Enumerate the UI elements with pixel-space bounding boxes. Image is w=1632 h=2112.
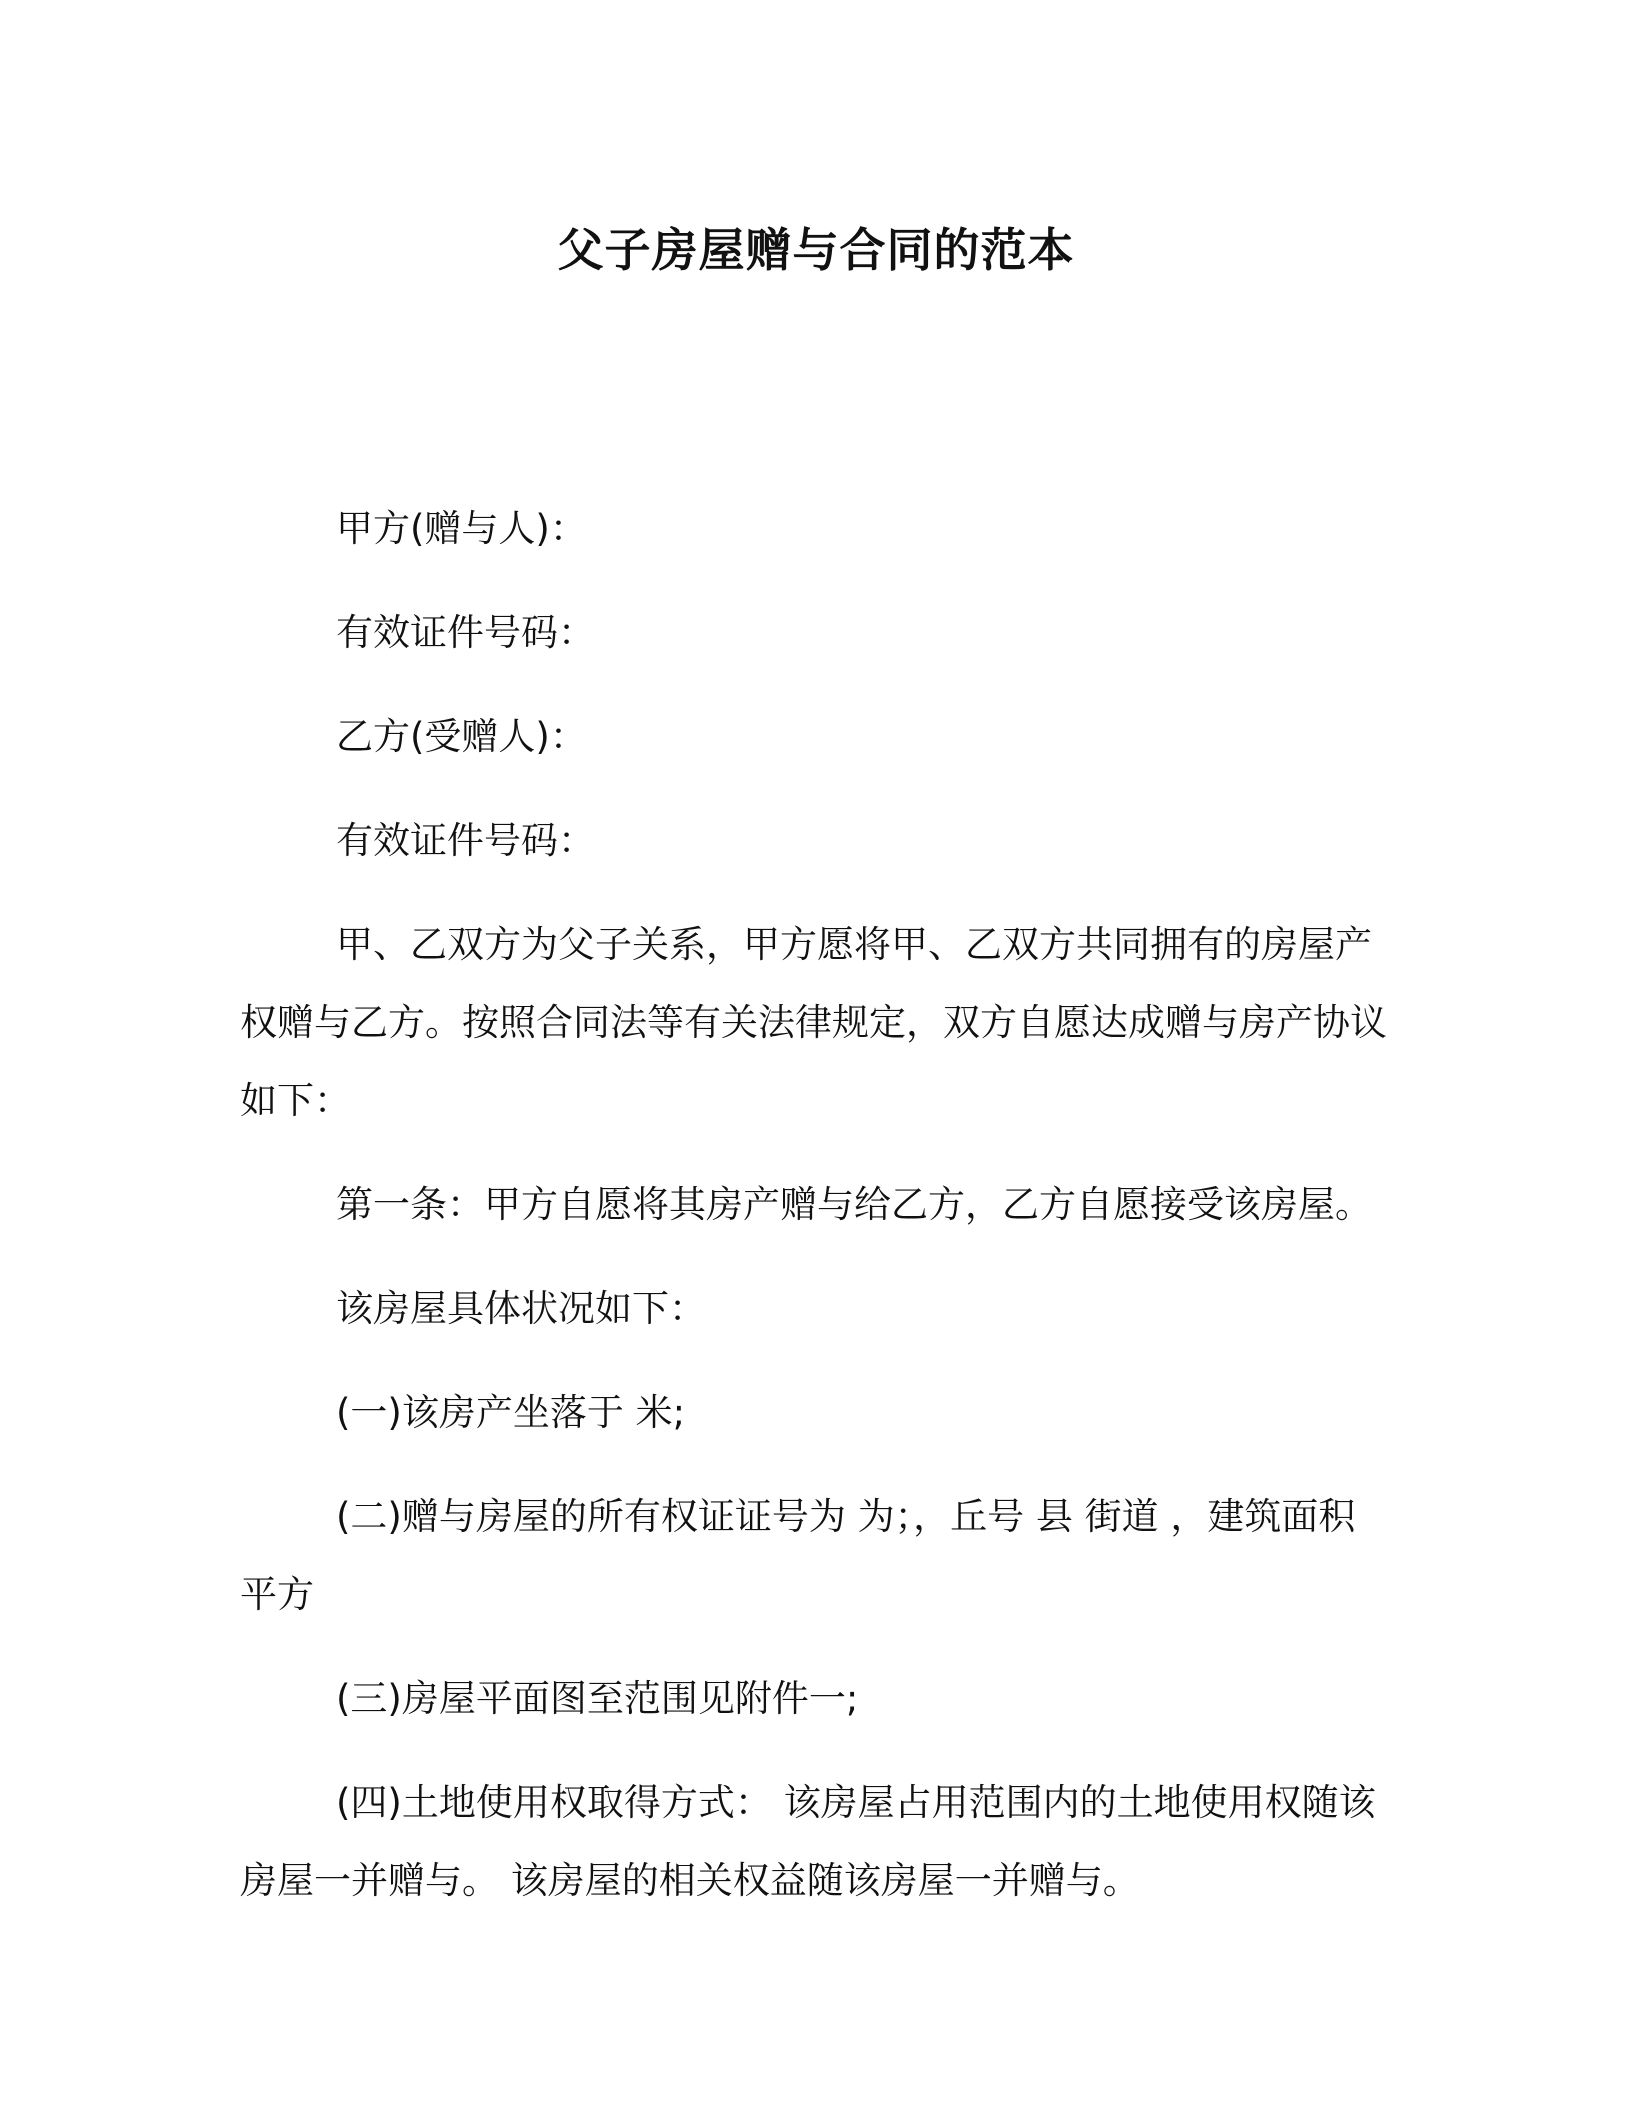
- preamble-paragraph: 甲、乙双方为父子关系，甲方愿将甲、乙双方共同拥有的房屋产权赠与乙方。按照合同法等有关法律规定，双方自愿达成赠与房产协议如下：: [240, 923, 1387, 1122]
- party-b-id-field: 有效证件号码：: [336, 819, 595, 862]
- party-a-id-field: 有效证件号码：: [336, 611, 595, 654]
- document-body: [240, 490, 1390, 1946]
- document-title: 父子房屋赠与合同的范本: [557, 223, 1075, 277]
- party-b-field: 乙方(受赠人)：: [336, 715, 587, 758]
- item-three-floor-plan: (三)房屋平面图至范围见附件一;: [336, 1677, 859, 1720]
- item-two-certificate: (二)赠与房屋的所有权证证号为 为；，丘号 县 街道 ，建筑面积 平方: [240, 1495, 1356, 1616]
- item-four-land-use: (四)土地使用权取得方式： 该房屋占用范围内的土地使用权随该房屋一并赠与。 该房屋的相关权益随该房屋一并赠与。: [240, 1781, 1376, 1902]
- party-a-field: 甲方(赠与人)：: [336, 507, 587, 550]
- item-one-location: (一)该房产坐落于 米;: [336, 1391, 686, 1434]
- property-details-heading: 该房屋具体状况如下：: [336, 1287, 706, 1330]
- article-one-paragraph: 第一条：甲方自愿将其房产赠与给乙方，乙方自愿接受该房屋。: [336, 1183, 1372, 1226]
